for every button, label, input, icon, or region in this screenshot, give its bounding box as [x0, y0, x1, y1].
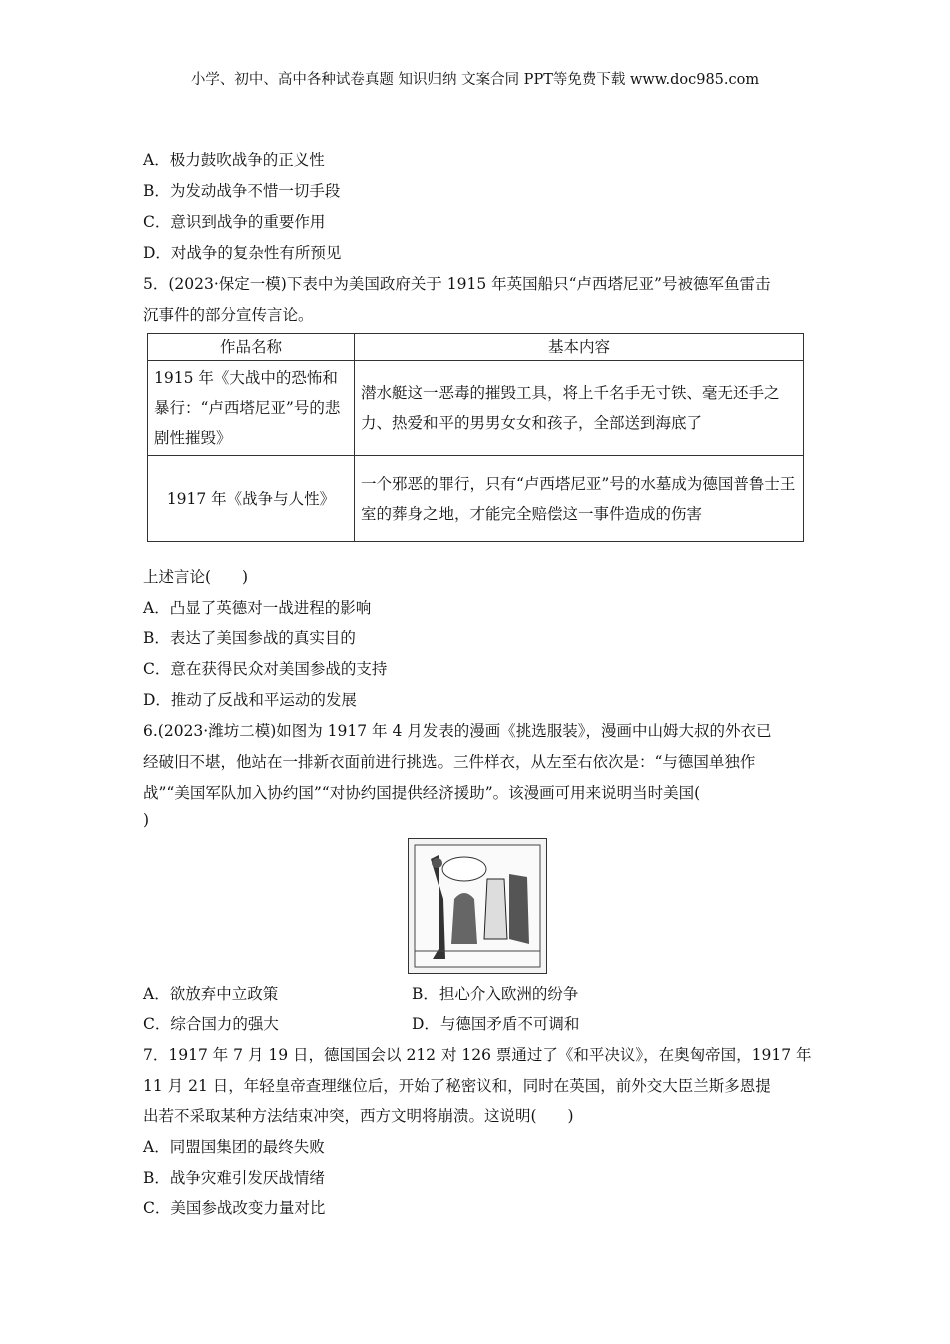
page-header: 小学、初中、高中各种试卷真题 知识归纳 文案合同 PPT等免费下载 www.doc985.com — [190, 72, 760, 88]
q7-option-b: B．战争灾难引发厌战情绪 — [143, 1169, 325, 1187]
q5-option-c: C．意在获得民众对美国参战的支持 — [143, 660, 388, 678]
cartoon-image — [408, 838, 547, 974]
q7-stem-line: 7．1917 年 7 月 19 日，德国国会以 212 对 126 票通过了《和平决议》，在奥匈帝国，1917 年 — [143, 1046, 812, 1064]
q7-stem-line: 出若不采取某种方法结束冲突，西方文明将崩溃。这说明( ) — [143, 1107, 574, 1125]
q5-question: 上述言论( ) — [143, 568, 249, 586]
q5-stem-line: 5．(2023·保定一模)下表中为美国政府关于 1915 年英国船只“卢西塔尼亚”号被德军鱼雷击 — [143, 275, 771, 293]
table-header: 作品名称 — [148, 334, 355, 361]
table-cell: 一个邪恶的罪行，只有“卢西塔尼亚”号的水墓成为德国普鲁士王室的葬身之地，才能完全赔偿这一事件造成的伤害 — [355, 456, 804, 542]
q5-option-b: B．表达了美国参战的真实目的 — [143, 629, 356, 647]
q4-option-d: D．对战争的复杂性有所预见 — [143, 244, 342, 262]
q4-option-b: B．为发动战争不惜一切手段 — [143, 182, 341, 200]
q6-option-c: C．综合国力的强大 — [143, 1015, 279, 1033]
q7-option-c: C．美国参战改变力量对比 — [143, 1199, 326, 1217]
q6-option-b: B．担心介入欧洲的纷争 — [412, 985, 579, 1003]
q5-stem-line: 沉事件的部分宣传言论。 — [143, 306, 314, 324]
q7-option-a: A．同盟国集团的最终失败 — [143, 1138, 325, 1156]
q4-option-c: C．意识到战争的重要作用 — [143, 213, 326, 231]
q5-table — [147, 333, 804, 542]
q5-option-d: D．推动了反战和平运动的发展 — [143, 691, 357, 709]
q6-stem-line: 6.(2023·潍坊二模)如图为 1917 年 4 月发表的漫画《挑选服装》，漫画中山姆大叔的外衣已 — [143, 722, 772, 740]
q6-stem-line: 战”“美国军队加入协约国”“对协约国提供经济援助”。该漫画可用来说明当时美国( — [143, 784, 701, 802]
table-header: 基本内容 — [355, 334, 804, 361]
q5-option-a: A．凸显了英德对一战进程的影响 — [143, 599, 372, 617]
q6-stem-line: ) — [143, 811, 150, 829]
q7-stem-line: 11 月 21 日，年轻皇帝查理继位后，开始了秘密议和，同时在英国，前外交大臣兰斯多恩提 — [143, 1077, 771, 1095]
q6-option-d: D．与德国矛盾不可调和 — [412, 1015, 580, 1033]
table-cell: 1917 年《战争与人性》 — [148, 456, 355, 542]
q6-stem-line: 经破旧不堪，他站在一排新衣面前进行挑选。三件样衣，从左至右依次是：“与德国单独作 — [143, 753, 756, 771]
q6-option-a: A．欲放弃中立政策 — [143, 985, 279, 1003]
table-cell: 1915 年《大战中的恐怖和暴行：“卢西塔尼亚”号的悲剧性摧毁》 — [148, 361, 355, 456]
q4-option-a: A．极力鼓吹战争的正义性 — [143, 151, 325, 169]
table-cell: 潜水艇这一恶毒的摧毁工具，将上千名手无寸铁、毫无还手之力、热爱和平的男男女女和孩子，全部送到海底了 — [355, 361, 804, 456]
